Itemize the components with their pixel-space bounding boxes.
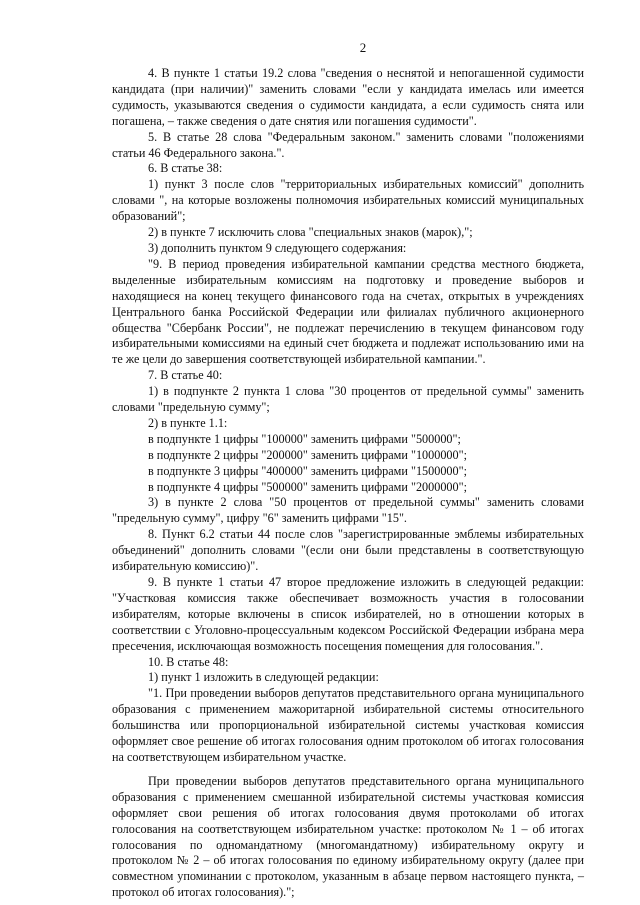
paragraph-6-sub-1: 1) пункт 3 после слов "территориальных избирательных комиссий" дополнить словами ", на которые возложены полномочия избирательных комиссий муниципальных образований";	[112, 177, 584, 224]
paragraph-new-point-9: "9. В период проведения избирательной кампании средства местного бюджета, выделенные избирательным комиссиям на подготовку и проведение выборов и находящиеся на конец текущего финансового года на счетах, открытых в учреждениях Центрального банка Российской Федерации или филиалах публичного акционерного общества "Сбербанк России", не подлежат перечислению в текущем финансовом году избирательными комиссиями на единый счет бюджета и подлежат использованию ими на те же цели до завершения соответствующей избирательной кампании.".	[112, 256, 584, 367]
paragraph-7-sub-2-d: в подпункте 4 цифры "500000" заменить цифрами "2000000";	[148, 479, 467, 494]
paragraph-item-5: 5. В статье 28 слова "Федеральным законом." заменить словами "положениями статьи 46 Федерального закона.".	[112, 129, 584, 160]
paragraph-6-sub-3: 3) дополнить пунктом 9 следующего содержания:	[148, 240, 407, 255]
paragraph-item-6: 6. В статье 38:	[148, 161, 223, 176]
paragraph-mixed-system: При проведении выборов депутатов представительного органа муниципального образования с применением смешанной избирательной системы участковая комиссия оформляет свои решения об итогах голосования двумя протоколами об итогах голосования на соответствующем избирательном участке: протоколом № 1 – об итогах голосования по одномандатному (многомандатному) избирательному округу и протоколом № 2 – об итогах голосования по единому избирательному округу (далее при совместном упоминании с протоколом, указанным в абзаце первом настоящего пункта, – протокол об итогах голосования).";	[112, 773, 584, 900]
paragraph-7-sub-2: 2) в пункте 1.1:	[148, 415, 228, 430]
paragraph-10-sub-1: 1) пункт 1 изложить в следующей редакции:	[148, 670, 379, 685]
paragraph-item-8: 8. Пункт 6.2 статьи 44 после слов "зарегистрированные эмблемы избирательных объединений" дополнить словами "(если они были представлены в соответствующую избирательную комиссию)".	[112, 527, 584, 574]
paragraph-7-sub-2-b: в подпункте 2 цифры "200000" заменить цифрами "1000000";	[148, 447, 467, 462]
paragraph-7-sub-2-a: в подпункте 1 цифры "100000" заменить цифрами "500000";	[148, 431, 461, 446]
paragraph-new-point-1: "1. При проведении выборов депутатов представительного органа муниципального образования с применением мажоритарной избирательной системы относительного большинства или пропорциональной избирательной системы участковая комиссия оформляет свое решение об итогах голосования одним протоколом об итогах голосования на соответствующем избирательном участке.	[112, 686, 584, 764]
paragraph-7-sub-1: 1) в подпункте 2 пункта 1 слова "30 процентов от предельной суммы" заменить словами "предельную сумму";	[112, 384, 584, 415]
paragraph-item-4: 4. В пункте 1 статьи 19.2 слова "сведения о неснятой и непогашенной судимости кандидата (при наличии)" заменить словами "если у кандидата имелась или имеется судимость, указываются сведения о судимости кандидата, а если судимость снята или погашена, – также сведения о дате снятия или погашения судимости".	[112, 66, 584, 128]
paragraph-6-sub-2: 2) в пункте 7 исключить слова "специальных знаков (марок),";	[148, 225, 473, 240]
paragraph-item-10: 10. В статье 48:	[148, 654, 229, 669]
paragraph-7-sub-3: 3) в пункте 2 слова "50 процентов от предельной суммы" заменить словами "предельную сумму", цифру "6" заменить цифрами "15".	[112, 495, 584, 526]
paragraph-item-9: 9. В пункте 1 статьи 47 второе предложение изложить в следующей редакции: "Участковая комиссия также обеспечивает возможность участия в голосовании избирателям, которые включены в список избирателей, но в отношении которых в соответствии с Уголовно-процессуальным кодексом Российской Федерации избрана мера пресечения, исключающая возможность посещения помещения для голосования.".	[112, 575, 584, 653]
paragraph-item-7: 7. В статье 40:	[148, 368, 223, 383]
paragraph-7-sub-2-c: в подпункте 3 цифры "400000" заменить цифрами "1500000";	[148, 463, 467, 478]
page-number: 2	[359, 40, 367, 55]
